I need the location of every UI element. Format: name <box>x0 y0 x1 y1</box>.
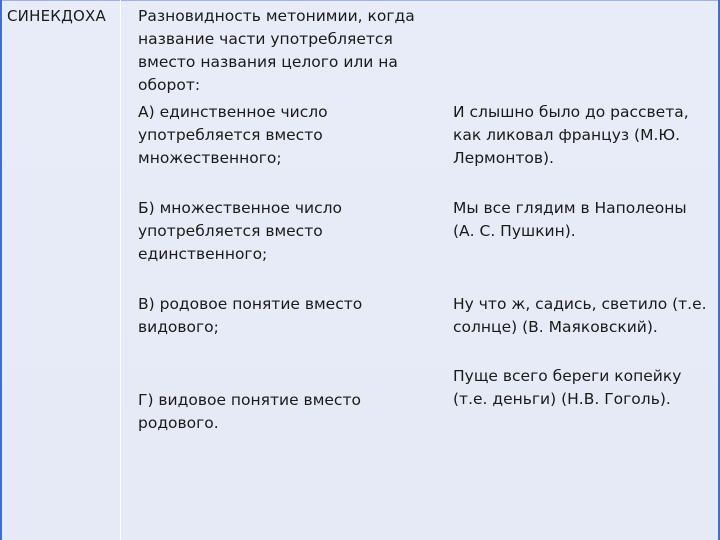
row-a-description: А) единственное число употребляется вместо множественного; <box>138 103 328 167</box>
top-border <box>0 0 720 1</box>
row-g-description: Г) видовое понятие вместо родового. <box>138 391 361 432</box>
row-b-description: Б) множественное число употребляется вместо единственного; <box>138 199 342 263</box>
column-divider <box>120 0 121 540</box>
term-heading: СИНЕКДОХА <box>7 7 106 25</box>
row-v-description: В) родовое понятие вместо видового; <box>138 295 363 336</box>
row-a-example: И слышно было до рассвета, как ликовал француз (М.Ю. Лермонтов). <box>453 103 689 167</box>
row-g-example: Пуще всего береги копейку (т.е. деньги) (Н.В. Гоголь). <box>453 367 682 408</box>
left-border <box>0 0 2 540</box>
row-b-example: Мы все глядим в Наполеоны (А. С. Пушкин). <box>453 199 687 240</box>
definition-text: Разновидность метонимии, когда название части употребляется вместо названия целого или на оборот: <box>138 7 415 94</box>
row-v-example: Ну что ж, садись, светило (т.е. солнце) (В. Маяковский). <box>453 295 707 336</box>
